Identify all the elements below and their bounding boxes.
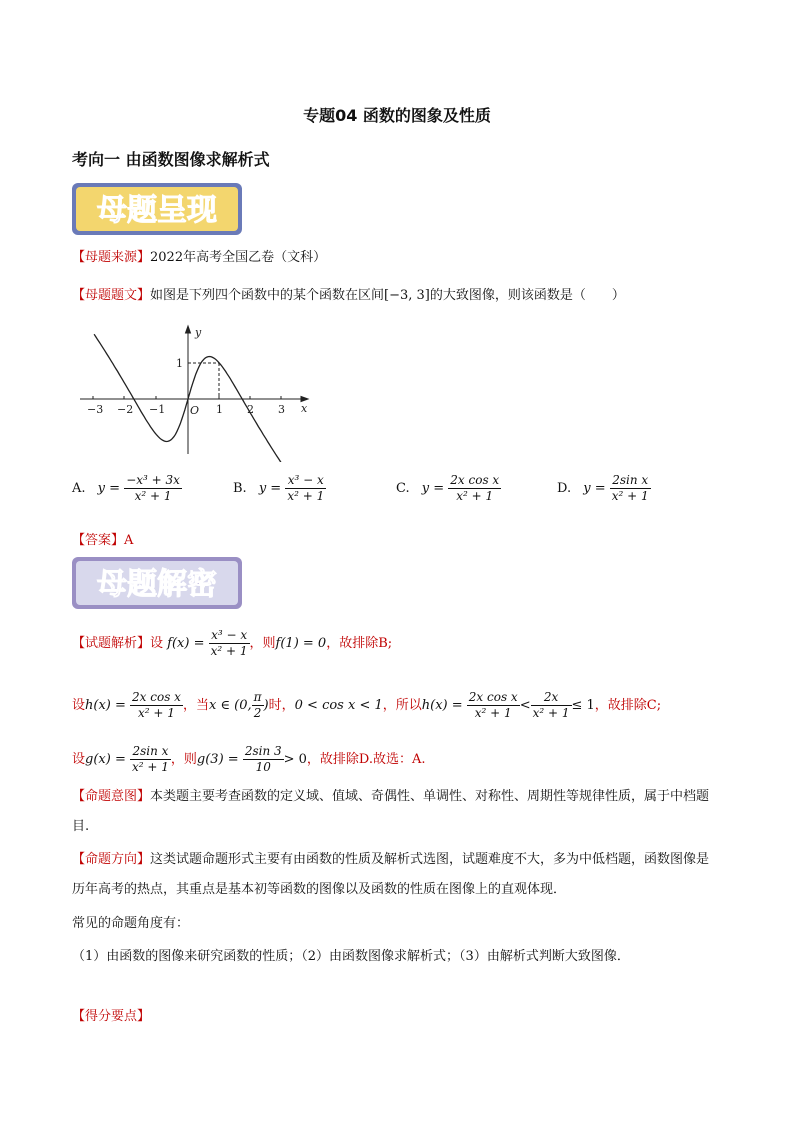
analysis-l2-pi-den: 2 [253, 706, 262, 720]
analysis-l2-pi-fraction [252, 690, 264, 721]
banner-problem-analysis [72, 557, 242, 609]
intent-text: 本类题主要考查函数的定义域、值域、奇偶性、单调性、对称性、周期性等规律性质，属于中档题目. [72, 789, 710, 834]
x-axis-arrow [301, 397, 308, 402]
option-b-num: x³ − x [285, 473, 326, 489]
option-d-den: x² + 1 [611, 489, 649, 503]
option-b-letter: B. [233, 481, 247, 496]
y-axis-label: y [195, 326, 202, 339]
option-c[interactable] [396, 473, 501, 504]
option-d-lhs: y = [583, 481, 606, 496]
analysis-l3-fraction-2 [243, 744, 284, 775]
option-a-num: −x³ + 3x [126, 473, 180, 487]
analysis-l2-den3: x² + 1 [532, 706, 570, 720]
analysis-l2-hx: h(x) = [85, 698, 126, 713]
analysis-line-2 [72, 690, 661, 721]
option-a-fraction [124, 473, 182, 504]
source-label: 【母题来源】 [72, 250, 151, 265]
analysis-line-1 [72, 628, 392, 659]
y-tick-1: 1 [176, 357, 183, 370]
x-tick-neg2: −2 [117, 403, 134, 416]
analysis-l2-e: ，故排除C; [594, 698, 662, 713]
origin-label: O [190, 404, 200, 417]
analysis-l3-gx: g(x) = [85, 752, 126, 767]
analysis-l2-le: ≤ 1 [571, 698, 595, 713]
analysis-l2-b: ，当 [182, 698, 209, 713]
analysis-l2-den: x² + 1 [138, 706, 175, 720]
option-a-den: x² + 1 [134, 489, 172, 503]
option-d-letter: D. [557, 481, 572, 496]
analysis-l2-fraction-2 [467, 690, 520, 721]
source-text: 2022年高考全国乙卷（文科） [150, 250, 327, 265]
analysis-l2-fraction-3 [531, 690, 572, 721]
option-b-den: x² + 1 [287, 489, 325, 503]
analysis-label: 【试题解析】 [72, 636, 151, 651]
problem-line [72, 284, 625, 303]
analysis-l2-lt: < [519, 698, 531, 713]
option-b-lhs: y = [258, 481, 282, 496]
analysis-l3-g3: g(3) = [196, 752, 239, 767]
problem-interval: [−3, 3] [384, 288, 430, 303]
analysis-l3-c: ，故排除D.故选：A. [306, 752, 426, 767]
analysis-l1-f1: f(1) = 0 [275, 636, 327, 651]
analysis-l2-num3: 2x [531, 690, 572, 706]
analysis-l2-d: ，所以 [382, 698, 422, 713]
analysis-l2-ineq: 0 < cos x < 1 [294, 698, 383, 713]
analysis-l1-fx: f(x) = [167, 636, 205, 651]
analysis-l2-pi-num: π [253, 690, 262, 704]
analysis-l2-num2: 2x cos x [468, 690, 518, 704]
analysis-l3-den2: 10 [255, 760, 271, 774]
analysis-l3-num: 2sin x [130, 744, 171, 760]
option-d[interactable] [557, 473, 651, 504]
answer-value: A [124, 533, 134, 548]
answer-label: 【答案】 [72, 533, 125, 548]
analysis-l1-c: ，故排除B; [326, 636, 393, 651]
x-tick-neg3: −3 [87, 403, 104, 416]
banner-problem-present [72, 183, 242, 235]
x-tick-1: 1 [216, 403, 223, 416]
analysis-l2-fraction-1 [130, 690, 183, 721]
analysis-l3-num2: 2sin 3 [244, 744, 282, 758]
problem-label: 【母题题文】 [72, 288, 151, 303]
analysis-l2-cond: x ∈ (0, [208, 698, 252, 713]
analysis-l2-hx2: h(x) = [421, 698, 463, 713]
analysis-l1-den: x² + 1 [210, 644, 248, 658]
intent-label: 【命题意图】 [72, 789, 151, 804]
analysis-l2-den2: x² + 1 [474, 706, 512, 720]
graph-svg [72, 322, 322, 462]
answer-line [72, 529, 133, 548]
analysis-l2-cond-end: ) [263, 698, 269, 713]
option-c-lhs: y = [421, 481, 445, 496]
option-c-den: x² + 1 [456, 489, 494, 503]
banner-text: 母题呈现 [97, 193, 217, 228]
analysis-l1-fraction [209, 628, 250, 659]
analysis-l2-a: 设 [72, 698, 86, 713]
common-angles-list: （1）由函数的图像来研究函数的性质；（2）由函数图像求解析式；（3）由解析式判断大致图像． [72, 949, 630, 964]
source-line [72, 246, 326, 265]
option-b-fraction [285, 473, 326, 504]
analysis-l1-num: x³ − x [209, 628, 250, 644]
x-axis-label: x [301, 402, 308, 415]
analysis-l3-a: 设 [72, 752, 86, 767]
analysis-l2-num: 2x cos x [132, 690, 181, 704]
problem-text-after: 的大致图像，则该函数是（ ） [429, 288, 625, 303]
option-c-letter: C. [396, 481, 410, 496]
analysis-l1-b: ，则 [249, 636, 276, 651]
section-heading: 考向一 由函数图像求解析式 [72, 150, 270, 169]
analysis-l2-c: 时， [268, 698, 295, 713]
option-a-letter: A. [72, 481, 86, 496]
option-d-fraction [610, 473, 651, 504]
direction-text: 这类试题命题形式主要有由函数的性质及解析式选图，试题难度不大，多为中低档题，函数图像是历年高考的热点，其重点是基本初等函数的图像以及函数的性质在图像上的直观体现． [72, 852, 710, 897]
intent-paragraph [72, 782, 722, 842]
key-points-label: 【得分要点】 [72, 1009, 151, 1024]
analysis-l3-b: ，则 [170, 752, 197, 767]
direction-paragraph [72, 845, 722, 905]
analysis-l1-a: 设 [150, 636, 164, 651]
page-title: 专题04 函数的图象及性质 [303, 106, 491, 125]
option-c-num: 2x cos x [450, 473, 500, 487]
y-axis-arrow [186, 326, 191, 333]
banner-text: 母题解密 [97, 567, 217, 602]
analysis-l3-gt: > 0 [283, 752, 307, 767]
option-a[interactable] [72, 473, 182, 504]
option-b[interactable] [233, 473, 326, 504]
x-tick-3: 3 [278, 403, 285, 416]
x-tick-neg1: −1 [149, 403, 166, 416]
problem-text-before: 如图是下列四个函数中的某个函数在区间 [150, 288, 385, 303]
common-angles-intro: 常见的命题角度有： [72, 916, 190, 931]
analysis-l3-fraction-1 [130, 744, 171, 775]
analysis-line-3 [72, 744, 426, 775]
direction-label: 【命题方向】 [72, 852, 151, 867]
option-d-num: 2sin x [610, 473, 651, 489]
option-a-lhs: y = [97, 481, 121, 496]
option-c-fraction [448, 473, 501, 504]
x-tick-2: 2 [247, 403, 254, 416]
analysis-l3-den: x² + 1 [131, 760, 169, 774]
function-graph [72, 322, 322, 462]
